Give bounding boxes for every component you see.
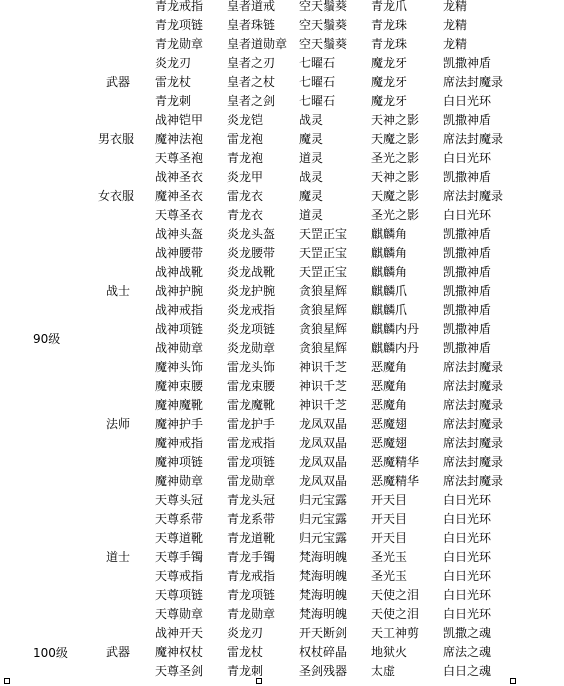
table-row — [0, 529, 564, 548]
cell-material-1: 雷龙戒指 — [227, 436, 276, 450]
cell-material-3: 麒麟角 — [371, 265, 408, 279]
resize-handle-bottom-center[interactable] — [256, 678, 262, 684]
cell-material-1: 炎龙战靴 — [227, 265, 276, 279]
cell-material-4: 席法封魔录 — [443, 189, 504, 203]
cell-material-3: 天使之泪 — [371, 588, 420, 602]
cell-material-1: 青龙勋章 — [227, 607, 276, 621]
cell-material-2: 圣剑残器 — [299, 664, 348, 678]
cell-material-1: 雷龙杖 — [227, 645, 264, 659]
table-row — [0, 662, 564, 681]
cell-material-2: 权杖碎晶 — [299, 645, 348, 659]
cell-material-1: 炎龙甲 — [227, 170, 264, 184]
table-row — [0, 453, 564, 472]
cell-material-1: 青龙系带 — [227, 512, 276, 526]
cell-material-3: 麒麟角 — [371, 227, 408, 241]
cell-item-name: 魔神魔靴 — [155, 398, 204, 412]
cell-material-3: 麒麟内丹 — [371, 341, 420, 355]
cell-material-4: 龙精 — [443, 37, 468, 51]
cell-item-name: 战神战靴 — [155, 265, 204, 279]
cell-material-1: 炎龙戒指 — [227, 303, 276, 317]
cell-material-4: 白日光环 — [443, 550, 492, 564]
table-row — [0, 187, 564, 206]
cell-material-2: 空天鬚葵 — [299, 0, 348, 13]
cell-material-4: 席法封魔录 — [443, 436, 504, 450]
cell-material-1: 青龙刺 — [227, 664, 264, 678]
table-row — [0, 358, 564, 377]
cell-material-2: 七曜石 — [299, 56, 336, 70]
cell-material-3: 恶魔角 — [371, 398, 408, 412]
cell-material-2: 龙凤双晶 — [299, 455, 348, 469]
cell-item-name: 魔神项链 — [155, 455, 204, 469]
cell-material-2: 空天鬚葵 — [299, 37, 348, 51]
cell-material-4: 席法之魂 — [443, 645, 492, 659]
cell-item-name: 雷龙杖 — [155, 75, 192, 89]
cell-material-2: 龙凤双晶 — [299, 436, 348, 450]
category-label: 道士 — [106, 550, 131, 564]
cell-material-1: 皇者之杖 — [227, 75, 276, 89]
cell-material-3: 恶魔翅 — [371, 417, 408, 431]
cell-material-2: 龙凤双晶 — [299, 474, 348, 488]
table-row — [0, 434, 564, 453]
cell-item-name: 天尊系带 — [155, 512, 204, 526]
cell-material-1: 炎龙头盔 — [227, 227, 276, 241]
cell-material-2: 神识千芝 — [299, 398, 348, 412]
cell-material-3: 青龙珠 — [371, 18, 408, 32]
table-row — [0, 586, 564, 605]
cell-item-name: 魔神勋章 — [155, 474, 204, 488]
table-row — [0, 263, 564, 282]
table-row — [0, 567, 564, 586]
cell-item-name: 天尊圣剑 — [155, 664, 204, 678]
cell-item-name: 天尊项链 — [155, 588, 204, 602]
table-row — [0, 548, 564, 567]
cell-material-1: 雷龙束腰 — [227, 379, 276, 393]
cell-item-name: 天尊道靴 — [155, 531, 204, 545]
table-row — [0, 339, 564, 358]
cell-material-2: 道灵 — [299, 151, 324, 165]
cell-material-3: 地狱火 — [371, 645, 408, 659]
cell-material-1: 炎龙腰带 — [227, 246, 276, 260]
cell-item-name: 战神戒指 — [155, 303, 204, 317]
cell-material-2: 空天鬚葵 — [299, 18, 348, 32]
cell-material-1: 雷龙衣 — [227, 189, 264, 203]
table-row — [0, 244, 564, 263]
cell-material-1: 炎龙项链 — [227, 322, 276, 336]
table-row — [0, 643, 564, 662]
cell-material-2: 道灵 — [299, 208, 324, 222]
cell-material-2: 神识千芝 — [299, 360, 348, 374]
table-row — [0, 92, 564, 111]
cell-material-4: 白日光环 — [443, 151, 492, 165]
cell-material-3: 圣光之影 — [371, 151, 420, 165]
cell-material-2: 贪狼星辉 — [299, 341, 348, 355]
cell-material-4: 席法封魔录 — [443, 455, 504, 469]
cell-material-3: 天使之泪 — [371, 607, 420, 621]
cell-material-2: 梵海明魄 — [299, 588, 348, 602]
table-row — [0, 149, 564, 168]
cell-item-name: 魔神护手 — [155, 417, 204, 431]
cell-material-4: 凯撒神盾 — [443, 113, 492, 127]
cell-material-2: 开天断剑 — [299, 626, 348, 640]
table-row — [0, 624, 564, 643]
cell-material-4: 席法封魔录 — [443, 474, 504, 488]
cell-material-2: 梵海明魄 — [299, 607, 348, 621]
cell-material-4: 席法封魔录 — [443, 417, 504, 431]
cell-material-4: 凯撒神盾 — [443, 265, 492, 279]
cell-material-4: 席法封魔录 — [443, 75, 504, 89]
cell-material-2: 贪狼星辉 — [299, 284, 348, 298]
cell-material-4: 凯撒神盾 — [443, 246, 492, 260]
table-row — [0, 225, 564, 244]
cell-item-name: 青龙刺 — [155, 94, 192, 108]
cell-material-1: 青龙道靴 — [227, 531, 276, 545]
cell-material-4: 凯撒神盾 — [443, 56, 492, 70]
table-row — [0, 377, 564, 396]
cell-item-name: 魔神圣衣 — [155, 189, 204, 203]
cell-material-4: 凯撒神盾 — [443, 170, 492, 184]
level-label-90: 90级 — [33, 332, 61, 346]
cell-material-3: 恶魔精华 — [371, 455, 420, 469]
cell-item-name: 战神项链 — [155, 322, 204, 336]
cell-material-1: 青龙戒指 — [227, 569, 276, 583]
cell-material-3: 圣光玉 — [371, 550, 408, 564]
cell-material-3: 开天目 — [371, 512, 408, 526]
cell-item-name: 战神圣衣 — [155, 170, 204, 184]
table-row — [0, 491, 564, 510]
cell-material-4: 席法封魔录 — [443, 379, 504, 393]
cell-item-name: 战神勋章 — [155, 341, 204, 355]
cell-material-2: 天罡正宝 — [299, 265, 348, 279]
cell-material-1: 炎龙护腕 — [227, 284, 276, 298]
cell-material-3: 圣光之影 — [371, 208, 420, 222]
cell-material-4: 凯撒神盾 — [443, 322, 492, 336]
cell-material-1: 青龙袍 — [227, 151, 264, 165]
cell-item-name: 战神开天 — [155, 626, 204, 640]
table-row — [0, 472, 564, 491]
cell-material-3: 麒麟爪 — [371, 303, 408, 317]
table-row — [0, 111, 564, 130]
cell-material-4: 白日光环 — [443, 94, 492, 108]
cell-item-name: 战神铠甲 — [155, 113, 204, 127]
cell-material-4: 凯撒神盾 — [443, 341, 492, 355]
cell-item-name: 青龙项链 — [155, 18, 204, 32]
cell-material-4: 凯撒之魂 — [443, 626, 492, 640]
cell-material-3: 魔龙牙 — [371, 75, 408, 89]
cell-material-3: 青龙爪 — [371, 0, 408, 13]
cell-material-1: 青龙头冠 — [227, 493, 276, 507]
cell-material-4: 龙精 — [443, 0, 468, 13]
cell-item-name: 魔神权杖 — [155, 645, 204, 659]
cell-item-name: 魔神头饰 — [155, 360, 204, 374]
cell-material-3: 魔龙牙 — [371, 56, 408, 70]
cell-material-2: 归元宝露 — [299, 531, 348, 545]
resize-handle-bottom-right[interactable] — [510, 678, 516, 684]
cell-material-4: 白日光环 — [443, 569, 492, 583]
table-row — [0, 35, 564, 54]
cell-material-4: 凯撒神盾 — [443, 284, 492, 298]
cell-material-3: 圣光玉 — [371, 569, 408, 583]
cell-item-name: 天尊头冠 — [155, 493, 204, 507]
cell-material-3: 天工神剪 — [371, 626, 420, 640]
cell-material-3: 恶魔角 — [371, 379, 408, 393]
cell-material-1: 皇者珠链 — [227, 18, 276, 32]
cell-material-3: 魔龙牙 — [371, 94, 408, 108]
cell-material-4: 白日光环 — [443, 588, 492, 602]
cell-item-name: 天尊手镯 — [155, 550, 204, 564]
table-row — [0, 206, 564, 225]
cell-material-3: 太虚 — [371, 664, 396, 678]
cell-material-4: 凯撒神盾 — [443, 303, 492, 317]
level-label-100: 100级 — [33, 646, 68, 660]
cell-material-3: 天神之影 — [371, 170, 420, 184]
cell-material-2: 梵海明魄 — [299, 550, 348, 564]
cell-material-1: 青龙衣 — [227, 208, 264, 222]
cell-material-4: 席法封魔录 — [443, 360, 504, 374]
cell-material-1: 雷龙魔靴 — [227, 398, 276, 412]
table-row — [0, 168, 564, 187]
table-row — [0, 282, 564, 301]
table-row — [0, 510, 564, 529]
cell-item-name: 天尊圣衣 — [155, 208, 204, 222]
cell-material-3: 麒麟内丹 — [371, 322, 420, 336]
cell-material-4: 白日光环 — [443, 512, 492, 526]
cell-material-3: 天神之影 — [371, 113, 420, 127]
table-row — [0, 320, 564, 339]
cell-material-3: 青龙珠 — [371, 37, 408, 51]
cell-material-3: 开天目 — [371, 493, 408, 507]
cell-item-name: 炎龙刃 — [155, 56, 192, 70]
cell-item-name: 魔神束腰 — [155, 379, 204, 393]
cell-material-3: 麒麟爪 — [371, 284, 408, 298]
cell-material-2: 天罡正宝 — [299, 246, 348, 260]
table-row — [0, 130, 564, 149]
category-label: 武器 — [106, 645, 131, 659]
table-row — [0, 54, 564, 73]
cell-material-2: 神识千芝 — [299, 379, 348, 393]
category-label: 武器 — [106, 75, 131, 89]
cell-material-3: 恶魔精华 — [371, 474, 420, 488]
cell-material-1: 炎龙勋章 — [227, 341, 276, 355]
cell-item-name: 战神护腕 — [155, 284, 204, 298]
cell-material-1: 雷龙袍 — [227, 132, 264, 146]
cell-material-2: 贪狼星辉 — [299, 303, 348, 317]
cell-material-4: 白日光环 — [443, 493, 492, 507]
cell-material-3: 恶魔角 — [371, 360, 408, 374]
table-row — [0, 0, 564, 16]
cell-material-1: 青龙项链 — [227, 588, 276, 602]
cell-material-1: 皇者之剑 — [227, 94, 276, 108]
cell-material-2: 七曜石 — [299, 94, 336, 108]
cell-material-2: 魔灵 — [299, 132, 324, 146]
cell-item-name: 天尊勋章 — [155, 607, 204, 621]
cell-material-2: 战灵 — [299, 170, 324, 184]
cell-material-2: 龙凤双晶 — [299, 417, 348, 431]
cell-item-name: 青龙勋章 — [155, 37, 204, 51]
cell-material-4: 白日光环 — [443, 607, 492, 621]
cell-item-name: 魔神法袍 — [155, 132, 204, 146]
cell-material-1: 雷龙勋章 — [227, 474, 276, 488]
cell-material-3: 恶魔翅 — [371, 436, 408, 450]
cell-material-1: 雷龙项链 — [227, 455, 276, 469]
cell-material-1: 雷龙头饰 — [227, 360, 276, 374]
cell-material-4: 白日光环 — [443, 208, 492, 222]
cell-material-2: 魔灵 — [299, 189, 324, 203]
cell-material-2: 七曜石 — [299, 75, 336, 89]
cell-material-4: 白日光环 — [443, 531, 492, 545]
cell-material-1: 皇者之刃 — [227, 56, 276, 70]
cell-material-1: 皇者道戒 — [227, 0, 276, 13]
cell-material-4: 席法封魔录 — [443, 398, 504, 412]
category-label: 女衣服 — [98, 189, 135, 203]
cell-material-2: 战灵 — [299, 113, 324, 127]
cell-item-name: 青龙戒指 — [155, 0, 204, 13]
cell-material-4: 席法封魔录 — [443, 132, 504, 146]
cell-material-2: 梵海明魄 — [299, 569, 348, 583]
cell-item-name: 天尊戒指 — [155, 569, 204, 583]
cell-material-2: 归元宝露 — [299, 512, 348, 526]
cell-material-1: 皇者道勋章 — [227, 37, 288, 51]
cell-material-2: 天罡正宝 — [299, 227, 348, 241]
cell-item-name: 魔神戒指 — [155, 436, 204, 450]
cell-material-3: 麒麟角 — [371, 246, 408, 260]
cell-material-4: 凯撒神盾 — [443, 227, 492, 241]
cell-material-3: 开天目 — [371, 531, 408, 545]
category-label: 男衣服 — [98, 132, 135, 146]
table-row — [0, 605, 564, 624]
table-row — [0, 396, 564, 415]
category-label: 战士 — [106, 284, 131, 298]
table-row — [0, 73, 564, 92]
cell-material-1: 炎龙铠 — [227, 113, 264, 127]
cell-material-4: 白日之魂 — [443, 664, 492, 678]
cell-material-2: 贪狼星辉 — [299, 322, 348, 336]
cell-item-name: 战神头盔 — [155, 227, 204, 241]
cell-material-3: 天魔之影 — [371, 132, 420, 146]
cell-material-1: 雷龙护手 — [227, 417, 276, 431]
cell-material-1: 青龙手镯 — [227, 550, 276, 564]
table-row — [0, 16, 564, 35]
cell-material-1: 炎龙刃 — [227, 626, 264, 640]
table-row — [0, 415, 564, 434]
cell-material-2: 归元宝露 — [299, 493, 348, 507]
cell-material-4: 龙精 — [443, 18, 468, 32]
category-label: 法师 — [106, 417, 131, 431]
cell-item-name: 天尊圣袍 — [155, 151, 204, 165]
cell-material-3: 天魔之影 — [371, 189, 420, 203]
table-row — [0, 301, 564, 320]
resize-handle-bottom-left[interactable] — [4, 678, 10, 684]
cell-item-name: 战神腰带 — [155, 246, 204, 260]
